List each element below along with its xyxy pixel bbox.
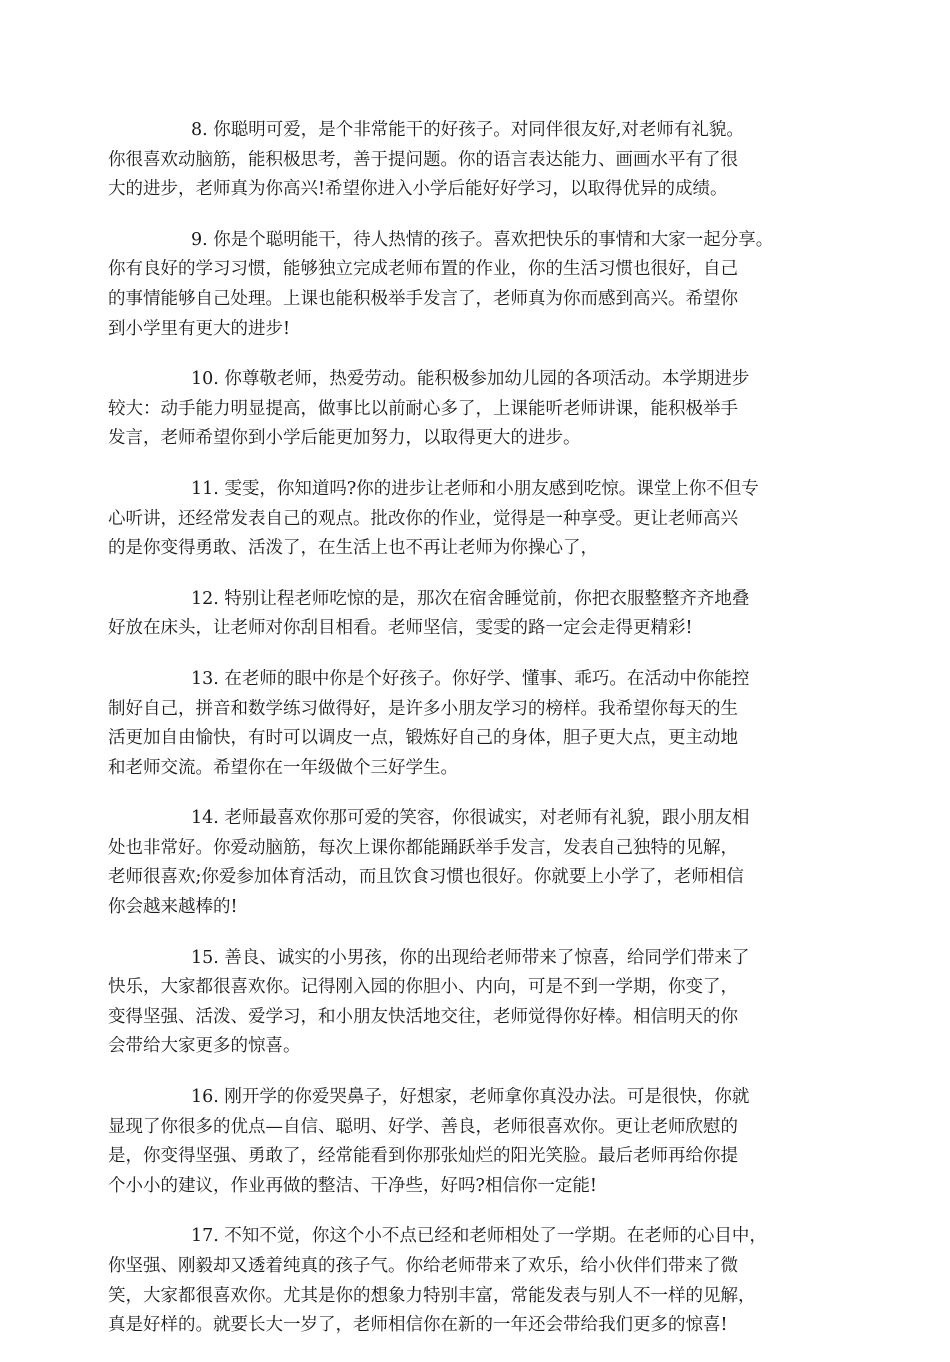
paragraph-line: 12. 特别让程老师吃惊的是，那次在宿舍睡觉前，你把衣服整整齐齐地叠 bbox=[191, 588, 750, 609]
paragraph-line: 和老师交流。希望你在一年级做个三好学生。 bbox=[108, 757, 458, 778]
comment-paragraph-11 bbox=[108, 475, 848, 564]
comment-paragraph-16 bbox=[108, 1083, 848, 1201]
paragraph-line: 处也非常好。你爱动脑筋，每次上课你都能踊跃举手发言，发表自己独特的见解， bbox=[108, 837, 738, 858]
comment-paragraph-10 bbox=[108, 365, 848, 454]
paragraph-line: 好放在床头，让老师对你刮目相看。老师坚信，雯雯的路一定会走得更精彩! bbox=[108, 618, 693, 639]
paragraph-line: 13. 在老师的眼中你是个好孩子。你好学、懂事、乖巧。在活动中你能控 bbox=[191, 668, 750, 689]
paragraph-line: 你很喜欢动脑筋，能积极思考，善于提问题。你的语言表达能力、画画水平有了很 bbox=[108, 149, 738, 170]
paragraph-line: 15. 善良、诚实的小男孩，你的出现给老师带来了惊喜，给同学们带来了 bbox=[191, 947, 750, 968]
comment-paragraph-13 bbox=[108, 665, 848, 783]
paragraph-line: 显现了你很多的优点—自信、聪明、好学、善良，老师很喜欢你。更让老师欣慰的 bbox=[108, 1116, 738, 1137]
comment-paragraph-8 bbox=[108, 116, 848, 205]
document-page bbox=[108, 116, 848, 1362]
paragraph-line: 笑，大家都很喜欢你。尤其是你的想象力特别丰富，常能发表与别人不一样的见解， bbox=[108, 1285, 756, 1306]
paragraph-line: 9. 你是个聪明能干，待人热情的孩子。喜欢把快乐的事情和大家一起分享。 bbox=[191, 229, 774, 250]
paragraph-line: 较大：动手能力明显提高，做事比以前耐心多了，上课能听老师讲课，能积极举手 bbox=[108, 398, 738, 419]
paragraph-line: 是，你变得坚强、勇敢了，经常能看到你那张灿烂的阳光笑脸。最后老师再给你提 bbox=[108, 1146, 738, 1167]
paragraph-line: 大的进步，老师真为你高兴!希望你进入小学后能好好学习，以取得优异的成绩。 bbox=[108, 179, 728, 200]
paragraph-line: 变得坚强、活泼、爱学习，和小朋友快活地交往，老师觉得你好棒。相信明天的你 bbox=[108, 1006, 738, 1027]
paragraph-line: 10. 你尊敬老师，热爱劳动。能积极参加幼儿园的各项活动。本学期进步 bbox=[191, 369, 750, 390]
paragraph-line: 的是你变得勇敢、活泼了，在生活上也不再让老师为你操心了， bbox=[108, 538, 598, 559]
paragraph-line: 真是好样的。就要长大一岁了，老师相信你在新的一年还会带给我们更多的惊喜! bbox=[108, 1315, 728, 1336]
paragraph-line: 快乐，大家都很喜欢你。记得刚入园的你胆小、内向，可是不到一学期，你变了， bbox=[108, 977, 738, 998]
paragraph-line: 17. 不知不觉，你这个小不点已经和老师相处了一学期。在老师的心目中， bbox=[191, 1226, 767, 1247]
paragraph-line: 你会越来越棒的! bbox=[108, 897, 238, 918]
comment-paragraph-12 bbox=[108, 585, 848, 644]
comment-paragraph-15 bbox=[108, 944, 848, 1062]
comment-paragraph-9 bbox=[108, 226, 848, 344]
paragraph-line: 11. 雯雯，你知道吗?你的进步让老师和小朋友感到吃惊。课堂上你不但专 bbox=[191, 478, 759, 499]
paragraph-line: 的事情能够自己处理。上课也能积极举手发言了，老师真为你而感到高兴。希望你 bbox=[108, 288, 738, 309]
paragraph-line: 你有良好的学习习惯，能够独立完成老师布置的作业，你的生活习惯也很好，自己 bbox=[108, 259, 738, 280]
paragraph-line: 制好自己，拼音和数学练习做得好，是许多小朋友学习的榜样。我希望你每天的生 bbox=[108, 698, 738, 719]
paragraph-line: 发言，老师希望你到小学后能更加努力，以取得更大的进步。 bbox=[108, 428, 581, 449]
paragraph-line: 老师很喜欢;你爱参加体育活动，而且饮食习惯也很好。你就要上小学了，老师相信 bbox=[108, 867, 744, 888]
paragraph-line: 你坚强、刚毅却又透着纯真的孩子气。你给老师带来了欢乐，给小伙伴们带来了微 bbox=[108, 1256, 738, 1276]
paragraph-line: 到小学里有更大的进步! bbox=[108, 318, 291, 339]
comment-paragraph-14 bbox=[108, 804, 848, 922]
comment-paragraph-17 bbox=[108, 1222, 848, 1340]
paragraph-line: 会带给大家更多的惊喜。 bbox=[108, 1036, 301, 1057]
paragraph-line: 活更加自由愉快，有时可以调皮一点，锻炼好自己的身体，胆子更大点，更主动地 bbox=[108, 728, 738, 749]
paragraph-line: 8. 你聪明可爱，是个非常能干的好孩子。对同伴很友好,对老师有礼貌。 bbox=[191, 120, 744, 140]
paragraph-line: 心听讲，还经常发表自己的观点。批改你的作业，觉得是一种享受。更让老师高兴 bbox=[108, 508, 738, 529]
paragraph-line: 16. 刚开学的你爱哭鼻子，好想家，老师拿你真没办法。可是很快，你就 bbox=[191, 1087, 750, 1108]
paragraph-line: 14. 老师最喜欢你那可爱的笑容，你很诚实，对老师有礼貌，跟小朋友相 bbox=[191, 808, 750, 829]
paragraph-line: 个小小的建议，作业再做的整洁、干净些，好吗?相信你一定能! bbox=[108, 1175, 597, 1196]
